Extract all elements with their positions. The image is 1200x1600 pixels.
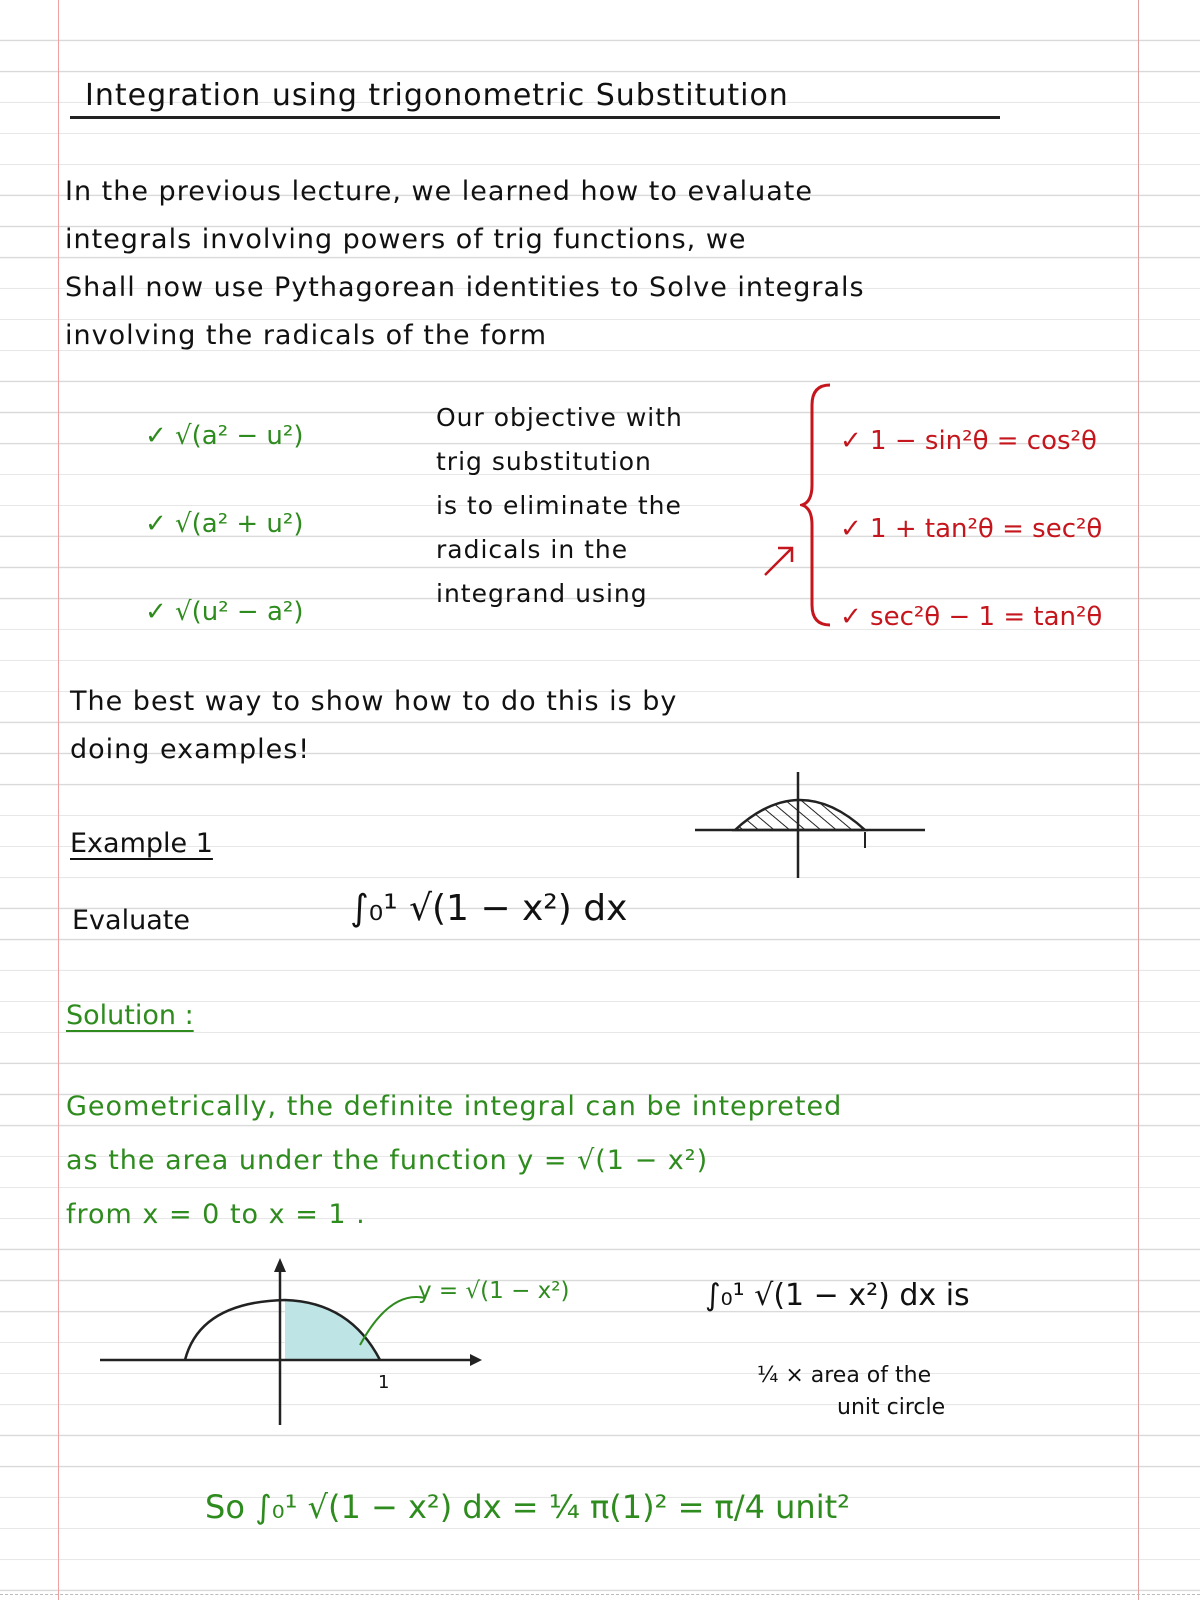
integral-statement: ∫₀¹ √(1 − x²) dx is [705, 1278, 970, 1313]
intro-line: Shall now use Pythagorean identities to Solve integrals [65, 272, 865, 303]
right-margin-line [1138, 0, 1139, 1600]
left-margin-line [58, 0, 59, 1600]
radical-forms-list [145, 392, 303, 656]
identity: ✓ 1 − sin²θ = cos²θ [840, 426, 1097, 456]
intro-line: integrals involving powers of trig functions, we [65, 224, 747, 255]
quarter-circle-graph [90, 1250, 510, 1430]
intro-line: In the previous lecture, we learned how to evaluate [65, 176, 813, 207]
bottom-border [0, 1594, 1200, 1595]
geometric-line: Geometrically, the definite integral can be intepreted [66, 1091, 843, 1122]
graph-tick-one: 1 [378, 1372, 390, 1393]
objective-line: is to eliminate the [436, 491, 682, 520]
geometric-line: as the area under the function y = √(1 − x²) [66, 1145, 709, 1176]
curve-label: y = √(1 − x²) [418, 1278, 570, 1304]
objective-line: trig substitution [436, 447, 652, 476]
page-title: Integration using trigonometric Substitution [85, 78, 789, 113]
identity: ✓ sec²θ − 1 = tan²θ [840, 602, 1103, 632]
objective-line: Our objective with [436, 403, 683, 432]
objective-text [436, 396, 683, 616]
pythagorean-identities [840, 397, 1102, 661]
intro-paragraph [65, 168, 865, 360]
best-way-line: The best way to show how to do this is by [70, 686, 678, 717]
semicircle-sketch [690, 760, 930, 880]
objective-line: radicals in the [436, 535, 629, 564]
final-result: So ∫₀¹ √(1 − x²) dx = ¼ π(1)² = π/4 unit² [205, 1488, 850, 1526]
intro-line: involving the radicals of the form [65, 320, 548, 351]
solution-heading: Solution : [66, 1000, 194, 1031]
red-brace-icon [800, 380, 840, 630]
radical-form: ✓ √(a² − u²) [145, 421, 304, 451]
best-way-line: doing examples! [70, 734, 311, 765]
geometric-line: from x = 0 to x = 1 . [66, 1199, 366, 1230]
quarter-line: unit circle [837, 1395, 946, 1420]
example-heading: Example 1 [70, 828, 213, 859]
best-way-text [70, 678, 677, 774]
identity: ✓ 1 + tan²θ = sec²θ [840, 514, 1103, 544]
title-underline [70, 116, 1000, 119]
red-arrow-icon [760, 540, 800, 580]
evaluate-label: Evaluate [72, 905, 190, 936]
objective-line: integrand using [436, 579, 648, 608]
geometric-interpretation [66, 1080, 842, 1242]
radical-form: ✓ √(u² − a²) [145, 597, 304, 627]
quarter-area-note [757, 1360, 945, 1424]
radical-form: ✓ √(a² + u²) [145, 509, 304, 539]
integral-expression: ∫₀¹ √(1 − x²) dx [350, 888, 628, 929]
quarter-line: ¼ × area of the [757, 1363, 932, 1388]
